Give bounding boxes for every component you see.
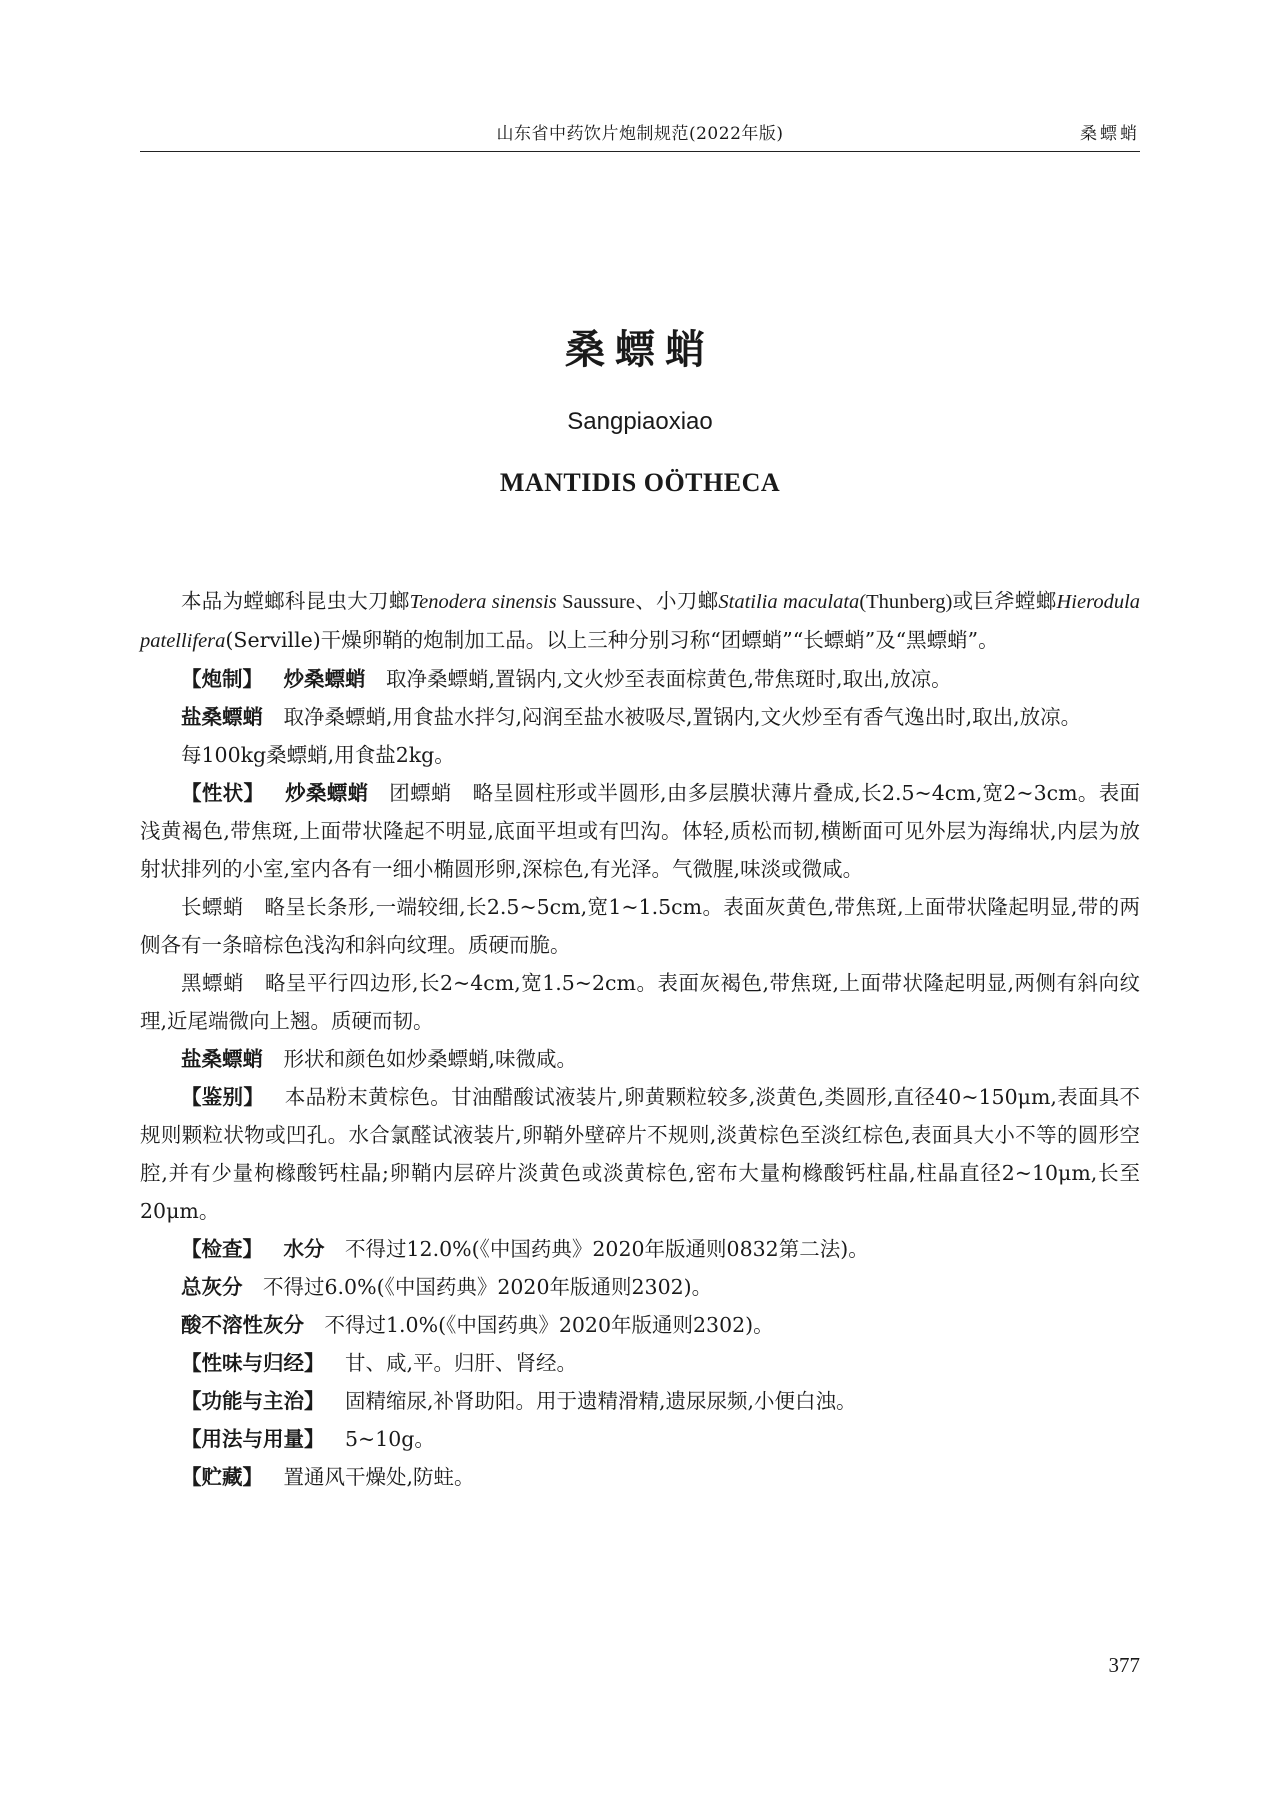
processing-paragraph: [140, 660, 1140, 698]
species-name: Tenodera sinensis: [409, 591, 557, 613]
intro-text: (Thunberg)或巨斧螳螂: [859, 591, 1057, 613]
variety-text: 略呈长条形,一端较细,长2.5~5cm,宽1~1.5cm。表面灰黄色,带焦斑,上面带状隆起明显,带的两侧各有一条暗棕色浅沟和斜向纹理。质硬而脆。: [140, 895, 1140, 957]
species-name: Hierodula patellifera: [140, 591, 1141, 652]
function-paragraph: [140, 1382, 1140, 1420]
description-paragraph: [140, 1040, 1140, 1078]
section-label: 【贮藏】: [181, 1465, 263, 1489]
book-title: 山东省中药饮片炮制规范(2022年版): [496, 124, 784, 144]
page-number: 377: [1108, 1653, 1140, 1677]
identification-text: 本品粉末黄棕色。甘油醋酸试液装片,卵黄颗粒较多,淡黄色,类圆形,直径40~150μm,表面具不规则颗粒状物或凹孔。水合氯醛试液装片,卵鞘外壁碎片不规则,淡黄棕色至淡红棕色,表面具大小不等的圆形空腔,并有少量枸橼酸钙柱晶;卵鞘内层碎片淡黄色或淡黄棕色,密布大量枸橼酸钙柱晶,柱晶直径2~10μm,长至20μm。: [140, 1085, 1141, 1223]
description-paragraph: [140, 964, 1140, 1040]
processing-paragraph: [140, 698, 1140, 736]
species-name: Statilia maculata: [718, 591, 860, 613]
nature-text: 甘、咸,平。归肝、肾经。: [345, 1351, 578, 1375]
entry-name: 桑螵蛸: [1080, 124, 1140, 144]
method-name: 盐桑螵蛸: [181, 1047, 263, 1071]
intro-paragraph: [140, 582, 1140, 660]
method-name: 炒桑螵蛸: [283, 667, 366, 691]
variety-text: 形状和颜色如炒桑螵蛸,味微咸。: [283, 1047, 578, 1071]
latin-title: MANTIDIS OÖTHECA: [499, 468, 781, 497]
method-name: 盐桑螵蛸: [181, 705, 263, 729]
test-name: 总灰分: [181, 1275, 243, 1299]
variety-text: 略呈圆柱形或半圆形,由多层膜状薄片叠成,长2.5~4cm,宽2~3cm。表面浅黄褐色,带焦斑,上面带状隆起不明显,底面平坦或有凹沟。体轻,质松而韧,横断面可见外层为海绵状,内层为放射状排列的小室,室内各有一细小椭圆形卵,深棕色,有光泽。气微腥,味淡或微咸。: [140, 781, 1141, 881]
variety-name: 黑螵蛸: [181, 971, 244, 995]
method-name: 炒桑螵蛸: [284, 781, 369, 805]
variety-text: 略呈平行四边形,长2~4cm,宽1.5~2cm。表面灰褐色,带焦斑,上面带状隆起明显,两侧有斜向纹理,近尾端微向上翘。质硬而韧。: [140, 971, 1140, 1033]
section-label: 【性状】: [181, 781, 265, 805]
pinyin-title: Sangpiaoxiao: [567, 408, 713, 435]
description-paragraph: [140, 774, 1140, 888]
nature-paragraph: [140, 1344, 1140, 1382]
description-paragraph: [140, 888, 1140, 964]
inspection-paragraph: [140, 1230, 1140, 1268]
variety-name: 团螵蛸: [388, 781, 452, 805]
function-text: 固精缩尿,补肾助阳。用于遗精滑精,遗尿尿频,小便白浊。: [345, 1389, 857, 1413]
header-divider: [140, 151, 1140, 152]
test-text: 不得过6.0%(《中国药典》2020年版通则2302)。: [263, 1275, 713, 1299]
test-text: 不得过12.0%(《中国药典》2020年版通则0832第二法)。: [345, 1237, 869, 1261]
storage-paragraph: [140, 1458, 1140, 1496]
page-title: 桑螵蛸: [565, 327, 715, 373]
section-label: 【功能与主治】: [181, 1389, 325, 1413]
method-text: 取净桑螵蛸,置锅内,文火炒至表面棕黄色,带焦斑时,取出,放凉。: [386, 667, 952, 691]
intro-text: (Serville)干燥卵鞘的炮制加工品。以上三种分别习称“团螵蛸”“长螵蛸”及“黑螵蛸”。: [225, 628, 999, 652]
running-header: [140, 115, 1140, 149]
identification-paragraph: [140, 1078, 1140, 1230]
section-label: 【检查】: [181, 1237, 263, 1261]
intro-text: 本品为螳螂科昆虫大刀螂: [181, 589, 410, 613]
test-name: 水分: [283, 1237, 325, 1261]
section-label: 【用法与用量】: [181, 1427, 325, 1451]
storage-text: 置通风干燥处,防蛀。: [283, 1465, 475, 1489]
dosage-text: 5~10g。: [345, 1427, 435, 1451]
test-name: 酸不溶性灰分: [181, 1313, 304, 1337]
variety-name: 长螵蛸: [181, 895, 244, 919]
section-label: 【炮制】: [181, 667, 263, 691]
section-label: 【鉴别】: [181, 1085, 265, 1109]
section-label: 【性味与归经】: [181, 1351, 325, 1375]
dosage-paragraph: [140, 1420, 1140, 1458]
monograph-body: [140, 582, 1140, 1496]
intro-text: Saussure、小刀螂: [556, 591, 719, 613]
inspection-paragraph: [140, 1306, 1140, 1344]
method-text: 取净桑螵蛸,用食盐水拌匀,闷润至盐水被吸尽,置锅内,文火炒至有香气逸出时,取出,放凉。: [283, 705, 1082, 729]
inspection-paragraph: [140, 1268, 1140, 1306]
test-text: 不得过1.0%(《中国药典》2020年版通则2302)。: [324, 1313, 774, 1337]
salt-ratio: 每100kg桑螵蛸,用食盐2kg。: [181, 743, 455, 767]
